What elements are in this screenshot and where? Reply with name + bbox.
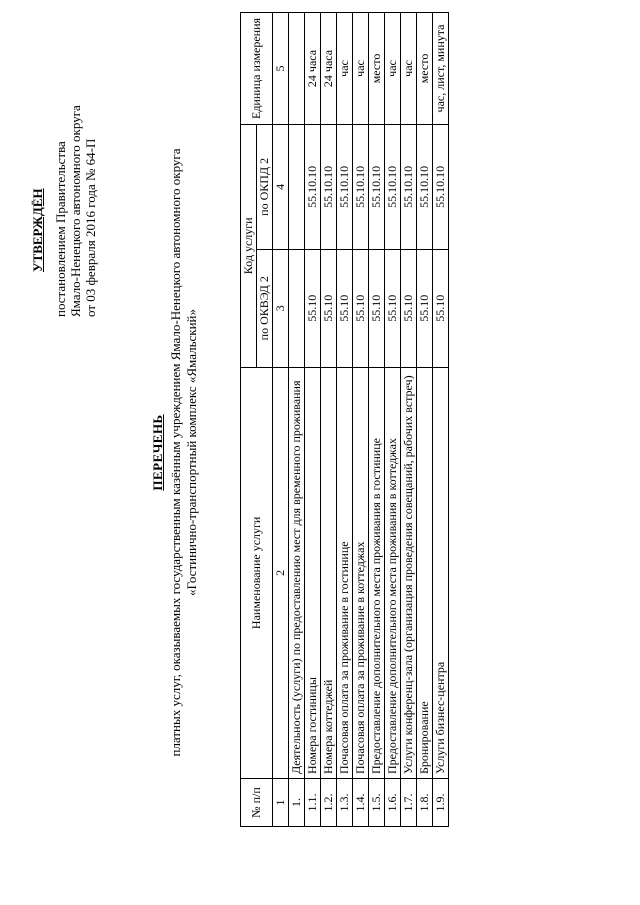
column-number: 2 <box>273 367 289 778</box>
table-row <box>337 13 353 827</box>
row-unit: 24 часа <box>305 13 321 125</box>
header-code: Код услуги <box>241 124 257 367</box>
approval-block <box>30 17 98 317</box>
row-okved-code: 55.10 <box>369 249 385 367</box>
approval-line: от 03 февраля 2016 года № 64-П <box>83 138 98 317</box>
row-okpd-code: 55.10.10 <box>337 124 353 249</box>
row-okpd-code: 55.10.10 <box>305 124 321 249</box>
approval-line: Ямало-Ненецкого автономного округа <box>68 105 83 317</box>
row-unit <box>289 13 305 125</box>
row-okved-code <box>289 249 305 367</box>
document-subtitle: платных услуг, оказываемых государственным казённым учреждением Ямало-Ненецкого автономного округа <box>168 148 183 757</box>
row-okved-code: 55.10 <box>417 249 433 367</box>
table-row <box>401 13 417 827</box>
row-number: 1.7. <box>401 779 417 827</box>
row-number: 1.3. <box>337 779 353 827</box>
row-okved-code: 55.10 <box>433 249 449 367</box>
row-number: 1.4. <box>353 779 369 827</box>
row-unit: час <box>385 13 401 125</box>
row-okpd-code: 55.10.10 <box>321 124 337 249</box>
row-service-name: Деятельность (услуги) по предоставлению мест для временного проживания <box>289 367 305 778</box>
row-unit: час <box>401 13 417 125</box>
approval-line: постановлением Правительства <box>53 141 68 317</box>
table-row <box>385 13 401 827</box>
row-service-name: Услуги конференц-зала (организация проведения совещаний, рабочих встреч) <box>401 367 417 778</box>
row-okpd-code <box>289 124 305 249</box>
row-okved-code: 55.10 <box>337 249 353 367</box>
row-number: 1.1. <box>305 779 321 827</box>
row-okpd-code: 55.10.10 <box>433 124 449 249</box>
row-unit: место <box>369 13 385 125</box>
row-unit: 24 часа <box>321 13 337 125</box>
column-number: 5 <box>273 13 289 125</box>
header-name: Наименование услуги <box>241 367 273 778</box>
table-row <box>369 13 385 827</box>
row-number: 1.9. <box>433 779 449 827</box>
table-row <box>289 13 305 827</box>
row-service-name: Предоставление дополнительного места проживания в гостинице <box>369 367 385 778</box>
row-service-name: Услуги бизнес-центра <box>433 367 449 778</box>
row-service-name: Почасовая оплата за проживание в коттеджах <box>353 367 369 778</box>
column-number: 3 <box>273 249 289 367</box>
row-okpd-code: 55.10.10 <box>353 124 369 249</box>
row-service-name: Номера коттеджей <box>321 367 337 778</box>
row-service-name: Номера гостиницы <box>305 367 321 778</box>
row-unit: место <box>417 13 433 125</box>
row-number: 1. <box>289 779 305 827</box>
table-row <box>321 13 337 827</box>
row-okpd-code: 55.10.10 <box>385 124 401 249</box>
header-number: № п/п <box>241 779 273 827</box>
row-service-name: Бронирование <box>417 367 433 778</box>
row-okpd-code: 55.10.10 <box>401 124 417 249</box>
row-okved-code: 55.10 <box>385 249 401 367</box>
header-okpd: по ОКПД 2 <box>257 124 273 249</box>
row-number: 1.8. <box>417 779 433 827</box>
document-title: ПЕРЕЧЕНЬ <box>150 414 165 491</box>
row-number: 1.6. <box>385 779 401 827</box>
row-okpd-code: 55.10.10 <box>417 124 433 249</box>
table-row <box>417 13 433 827</box>
table-column-numbers <box>273 13 289 827</box>
row-okved-code: 55.10 <box>401 249 417 367</box>
row-service-name: Предоставление дополнительного места проживания в коттеджах <box>385 367 401 778</box>
row-okved-code: 55.10 <box>353 249 369 367</box>
row-service-name: Почасовая оплата за проживание в гостинице <box>337 367 353 778</box>
row-okved-code: 55.10 <box>305 249 321 367</box>
document-subtitle: «Гостинично-транспортный комплекс «Ямальский» <box>184 309 199 597</box>
document-heading <box>150 0 200 905</box>
table-header-row <box>241 13 257 827</box>
row-number: 1.2. <box>321 779 337 827</box>
row-number: 1.5. <box>369 779 385 827</box>
row-okpd-code: 55.10.10 <box>369 124 385 249</box>
row-unit: час <box>353 13 369 125</box>
row-unit: час, лист, минута <box>433 13 449 125</box>
table-row <box>353 13 369 827</box>
table-row <box>305 13 321 827</box>
header-okved: по ОКВЭД 2 <box>257 249 273 367</box>
header-unit: Единица измерения <box>241 13 273 125</box>
services-table <box>240 12 449 827</box>
column-number: 4 <box>273 124 289 249</box>
column-number: 1 <box>273 779 289 827</box>
row-okved-code: 55.10 <box>321 249 337 367</box>
approval-heading: УТВЕРЖДЁН <box>30 188 45 272</box>
row-unit: час <box>337 13 353 125</box>
table-row <box>433 13 449 827</box>
